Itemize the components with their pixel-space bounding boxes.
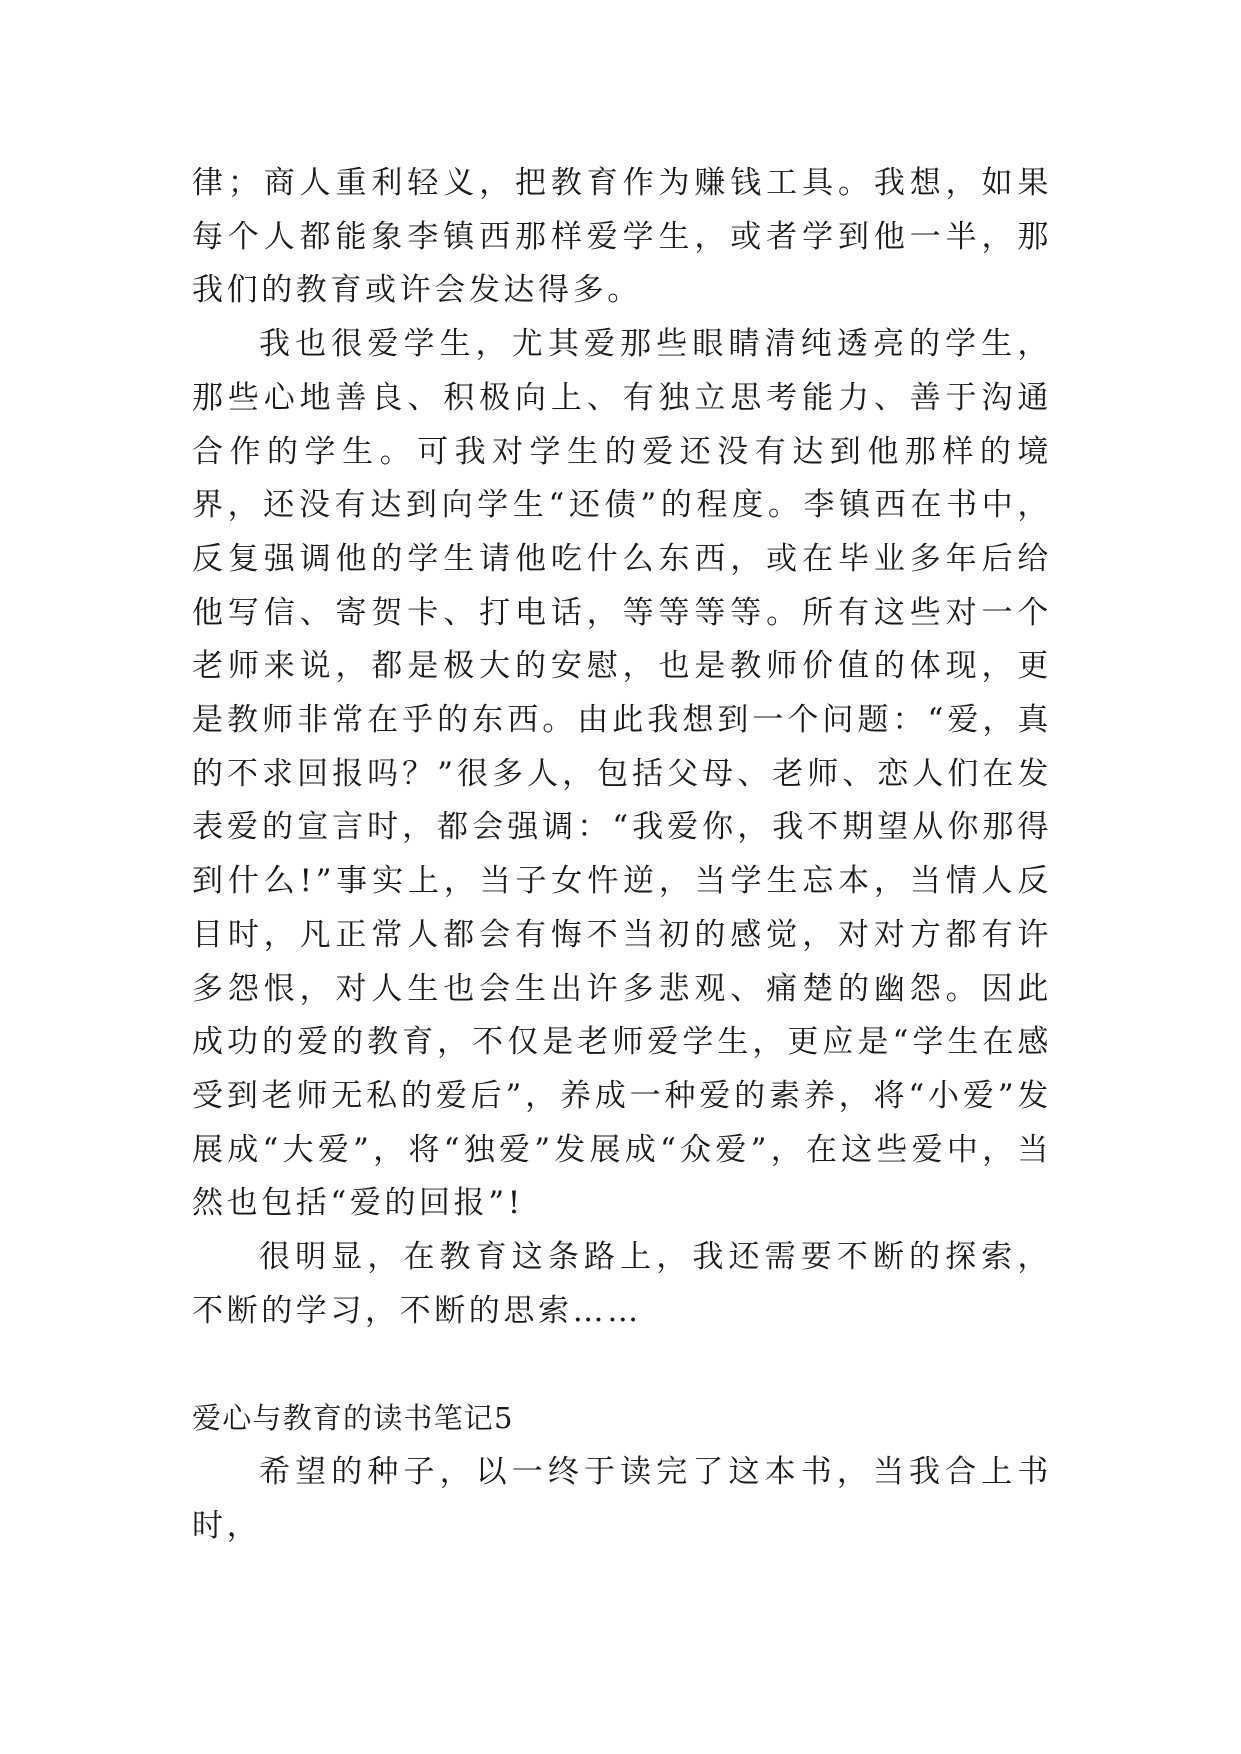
paragraph: 律；商人重利轻义，把教育作为赚钱工具。我想，如果每个人都能象李镇西那样爱学生，或者学到他一半，那我们的教育或许会发达得多。	[192, 165, 1052, 309]
paragraph: 我也很爱学生，尤其爱那些眼睛清纯透亮的学生，那些心地善良、积极向上、有独立思考能力、善于沟通合作的学生。可我对学生的爱还没有达到他那样的境界，还没有达到向学生“还债”的程度。李镇西在书中，反复强调他的学生请他吃什么东西，或在毕业多年后给他写信、寄贺卡、打电话，等等等等。所有这些对一个老师来说，都是极大的安慰，也是教师价值的体现，更是教师非常在乎的东西。由此我想到一个问题：“爱，真的不求回报吗？”很多人，包括父母、老师、恋人们在发表爱的宣言时，都会强调：“我爱你，我不期望从你那得到什么!”事实上，当子女忤逆，当学生忘本，当情人反目时，凡正常人都会有悔不当初的感觉，对对方都有许多怨恨，对人生也会生出许多悲观、痛楚的幽怨。因此成功的爱的教育，不仅是老师爱学生，更应是“学生在感受到老师无私的爱后”，养成一种爱的素养，将“小爱”发展成“大爱”，将“独爱”发展成“众爱”，在这些爱中，当然也包括“爱的回报”!	[192, 326, 1052, 1222]
page-content	[192, 157, 1052, 1553]
section-heading: 爱心与教育的读书笔记5	[192, 1401, 514, 1436]
paragraph: 很明显，在教育这条路上，我还需要不断的探索，不断的学习，不断的思索……	[192, 1239, 1052, 1329]
paragraph: 希望的种子，以一终于读完了这本书，当我合上书时，	[192, 1453, 1052, 1544]
blank-line	[192, 1338, 1052, 1392]
